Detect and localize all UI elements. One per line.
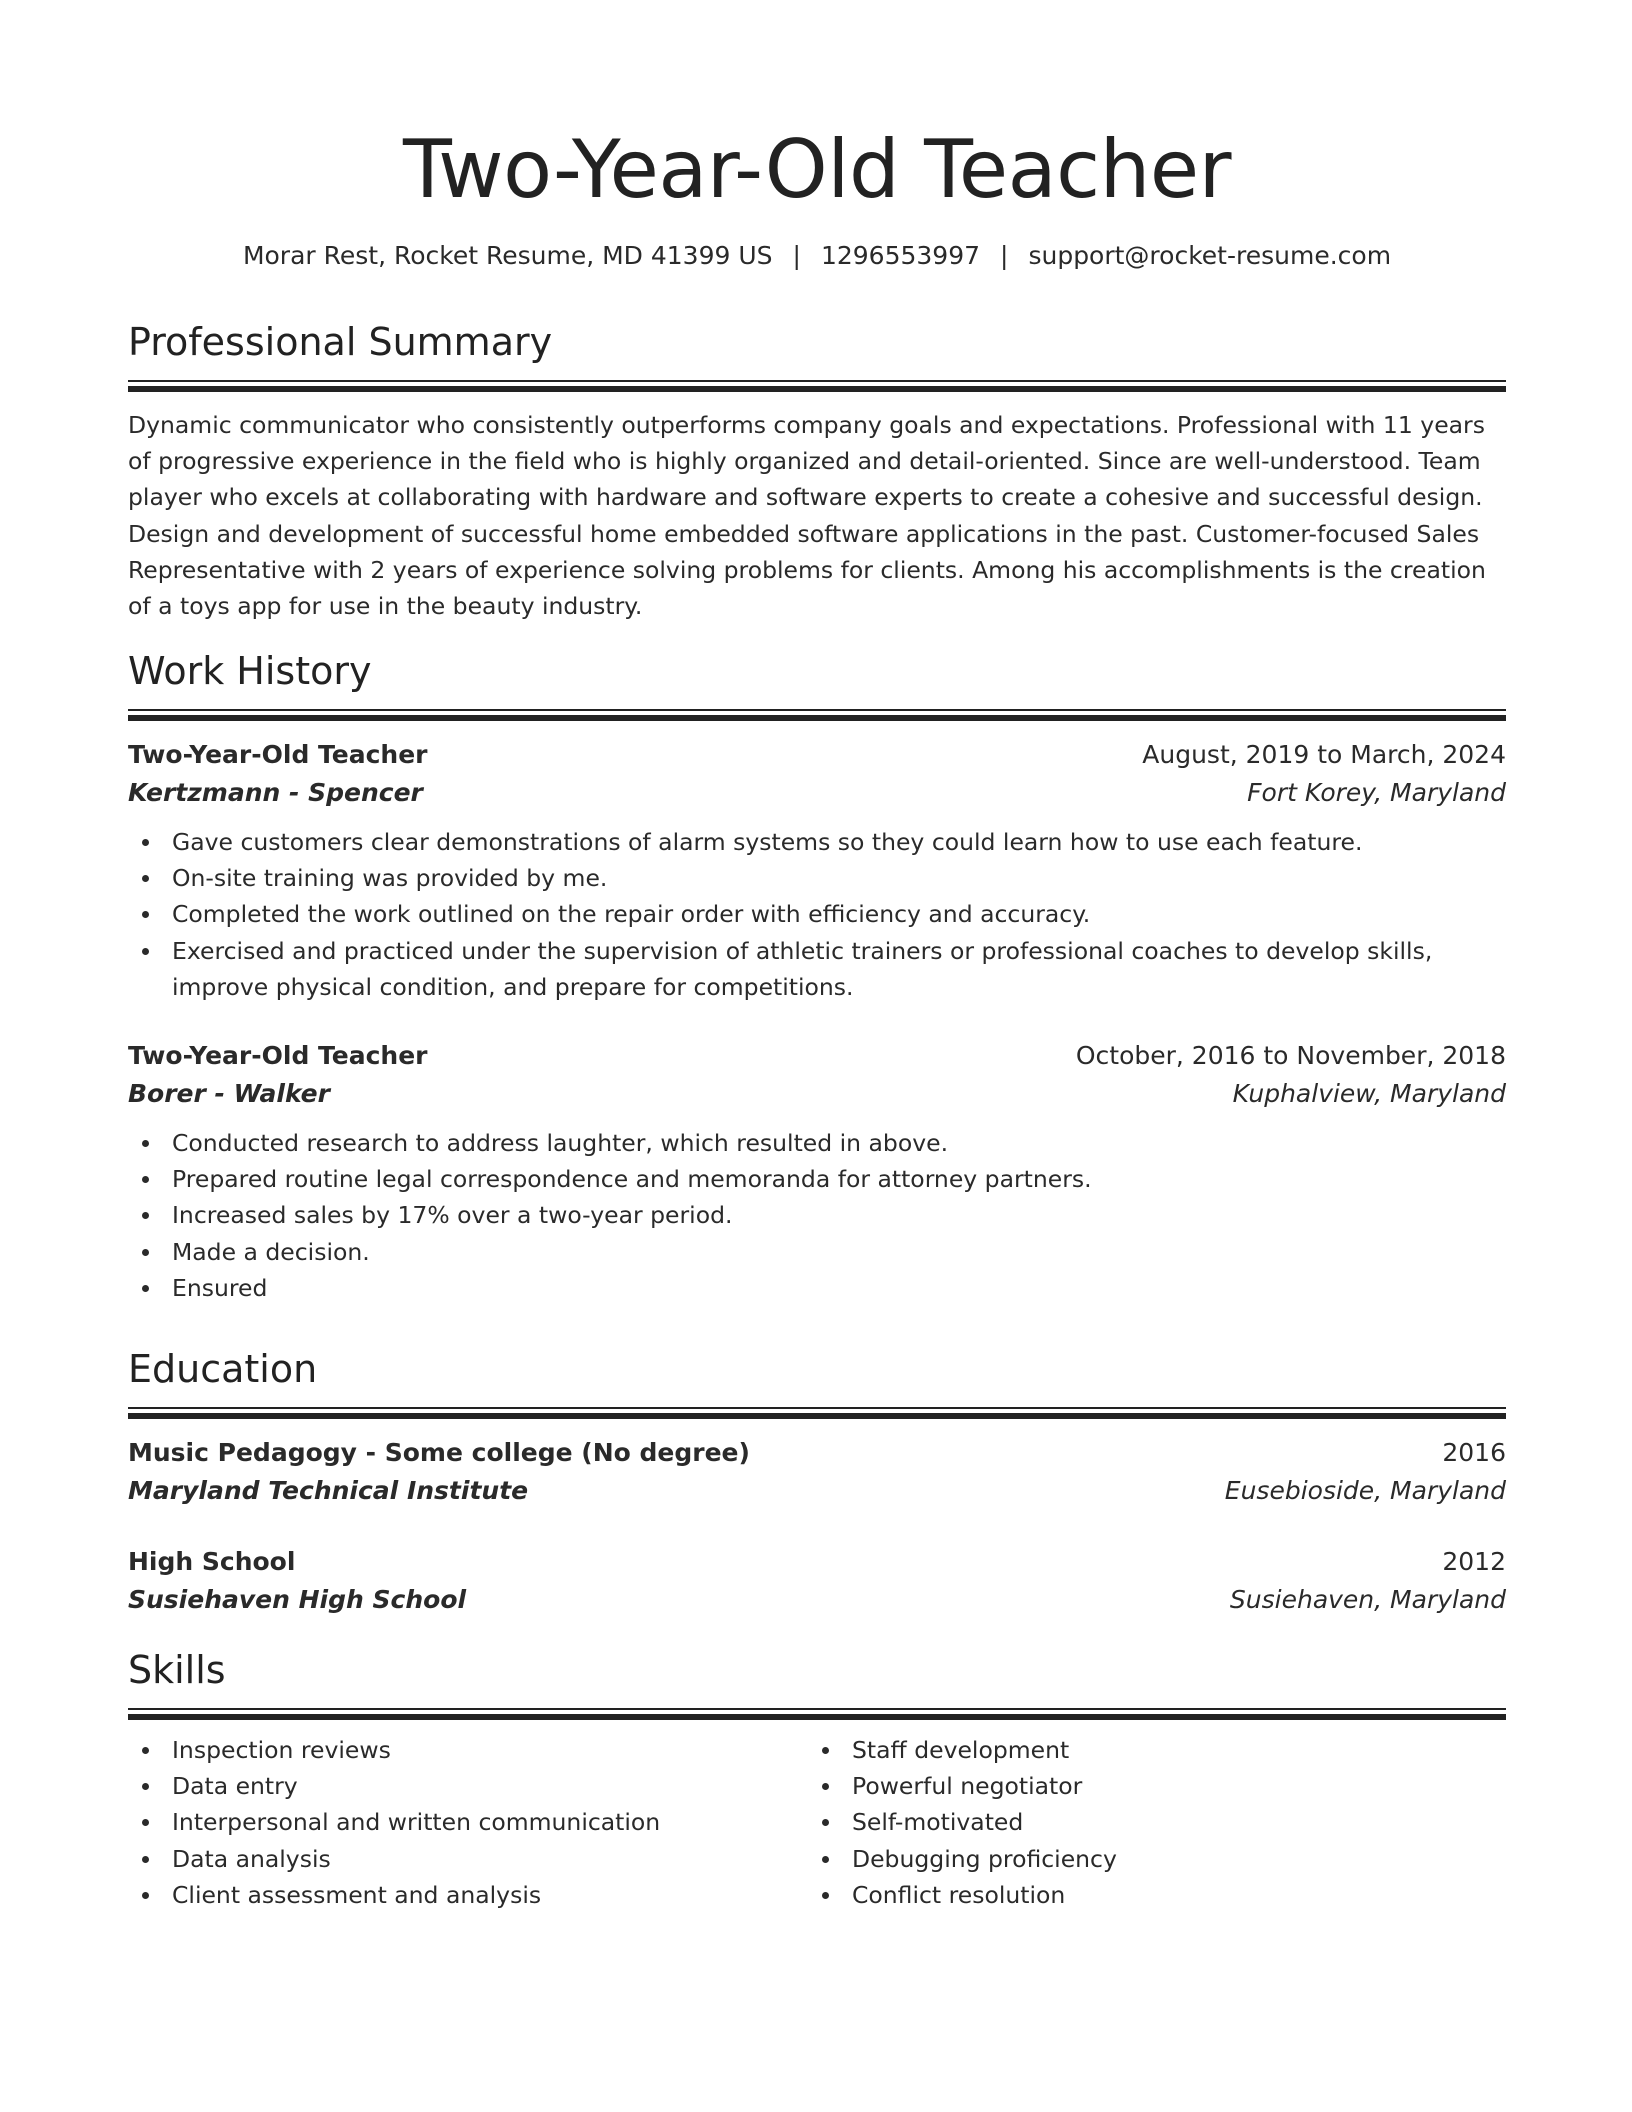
job-title: Two-Year-Old Teacher [128,740,428,769]
skill-text: Interpersonal and written communication [172,1808,661,1837]
education-entry [128,1543,1506,1619]
job-location: Fort Korey, Maryland [1247,778,1506,807]
skills-list [808,1732,1468,1913]
job-company-row [128,774,1506,812]
skill-text: Inspection reviews [172,1736,391,1764]
job-company: Borer - Walker [128,1079,330,1109]
section-rule-thin [128,709,1506,711]
job-dates: October, 2016 to November, 2018 [1075,1041,1506,1071]
bullet-text: Made a decision. [172,1237,370,1266]
bullet-dot [142,948,149,955]
bullet-text: On-site training was provided by me. [172,864,608,893]
list-item [128,1161,1506,1197]
list-item [128,933,1506,1005]
list-item [128,1768,788,1804]
list-item [128,1804,788,1840]
skill-text: Staff development [852,1736,1070,1764]
section-title: Skills [128,1648,226,1692]
bullet-dot [822,1819,829,1826]
bullet-dot [142,875,149,882]
skill-text: Data entry [172,1772,298,1801]
bullet-dot [142,1140,149,1147]
section-rule-thin [128,380,1506,382]
education-school: Maryland Technical Institute [128,1476,529,1505]
skill-text: Conflict resolution [852,1880,1066,1909]
list-item [128,860,1506,896]
education-year: 2016 [1442,1438,1506,1467]
summary-text: Dynamic communicator who consistently outperforms company goals and expectations. Professional with 11 years of progressive experience in the field who is highly organized and detail-oriented. Since are well-understood. Team player who excels at collaborating with hardware and software experts to create a cohesive and successful design. Design and development of successful home embedded software applications in the past. Customer-focused Sales Representative with 2 years of experience solving problems for clients. Among his accomplishments is the creation of a toys app for use in the beauty industry. [128,411,1486,621]
bullet-text: Completed the work outlined on the repair order with efficiency and accuracy. [172,900,1091,929]
list-item [128,896,1506,932]
skills-column-left [128,1732,788,1913]
list-item [128,1197,1506,1233]
list-item [808,1804,1468,1840]
list-item [128,1732,788,1768]
skills-list [128,1732,788,1913]
section-rule-thick [128,1413,1506,1419]
skill-text: Debugging proficiency [852,1844,1117,1873]
education-location: Susiehaven, Maryland [1229,1585,1506,1614]
education-school-row [128,1581,1506,1619]
bullet-dot [142,1285,149,1292]
contact-separator: | [1000,241,1009,270]
education-degree: Music Pedagogy - Some college (No degree) [128,1438,750,1467]
job-entry [128,736,1506,1005]
section-rule-thin [128,1708,1506,1710]
list-item [128,1234,1506,1270]
education-school-row [128,1472,1506,1510]
job-company-row [128,1075,1506,1113]
skills-columns [128,1732,1506,1922]
summary-section [128,316,1506,624]
job-title: Two-Year-Old Teacher [128,1041,428,1071]
education-degree: High School [128,1547,296,1576]
skill-text: Self-motivated [852,1808,1024,1837]
education-header-row [128,1434,1506,1472]
list-item [808,1877,1468,1913]
list-item [128,1841,788,1877]
list-item [808,1841,1468,1877]
bullet-dot [142,1856,149,1863]
contact-separator: | [792,241,801,270]
skill-text: Client assessment and analysis [172,1880,542,1909]
skills-section [128,1644,1506,1922]
contact-address: Morar Rest, Rocket Resume, MD 41399 US [242,241,773,270]
section-title: Professional Summary [128,320,553,364]
contact-line [128,238,1506,274]
job-bullets [128,1125,1506,1306]
section-rule-thin [128,1407,1506,1409]
job-entry [128,1037,1506,1306]
job-dates: August, 2019 to March, 2024 [1142,740,1506,769]
list-item [128,1270,1506,1306]
bullet-text: Gave customers clear demonstrations of alarm systems so they could learn how to use each feature. [172,828,1363,856]
bullet-dot [142,1249,149,1256]
bullet-dot [822,1783,829,1790]
bullet-text: Conducted research to address laughter, which resulted in above. [172,1129,949,1158]
bullet-dot [142,1176,149,1183]
skill-text: Powerful negotiator [852,1772,1083,1801]
section-rule-thick [128,715,1506,721]
contact-phone: 1296553997 [820,241,981,270]
bullet-dot [142,1747,149,1754]
bullet-dot [142,1892,149,1899]
contact-email: support@rocket-resume.com [1028,241,1392,270]
section-rule-thick [128,386,1506,392]
bullet-dot [142,1783,149,1790]
list-item [808,1768,1468,1804]
bullet-text: Increased sales by 17% over a two-year period. [172,1201,733,1230]
bullet-dot [142,839,149,846]
bullet-text: Prepared routine legal correspondence and memoranda for attorney partners. [172,1165,1092,1194]
bullet-dot [822,1747,829,1754]
bullet-text: Exercised and practiced under the supervision of athletic trainers or professional coaches to develop skills, improve physical condition, and prepare for competitions. [172,936,1433,1001]
job-company: Kertzmann - Spencer [128,778,423,807]
list-item [128,1125,1506,1161]
section-title: Work History [128,649,372,693]
job-header-row [128,1037,1506,1075]
bullet-text: Ensured [172,1273,268,1302]
job-location: Kuphalview, Maryland [1232,1079,1506,1109]
job-header-row [128,736,1506,774]
bullet-dot [822,1892,829,1899]
bullet-dot [822,1856,829,1863]
list-item [128,824,1506,860]
list-item [808,1732,1468,1768]
education-header-row [128,1543,1506,1581]
resume-name: Two-Year-Old Teacher [403,123,1231,216]
bullet-dot [142,1819,149,1826]
work-section [128,645,1506,1306]
education-section [128,1343,1506,1619]
section-title: Education [128,1347,318,1391]
education-year: 2012 [1442,1547,1506,1576]
section-rule-thick [128,1714,1506,1720]
skills-column-right [808,1732,1468,1913]
education-location: Eusebioside, Maryland [1224,1476,1506,1505]
job-bullets [128,824,1506,1005]
list-item [128,1877,788,1913]
skill-text: Data analysis [172,1844,331,1873]
education-school: Susiehaven High School [128,1585,467,1614]
education-entry [128,1434,1506,1510]
bullet-dot [142,1212,149,1219]
bullet-dot [142,911,149,918]
